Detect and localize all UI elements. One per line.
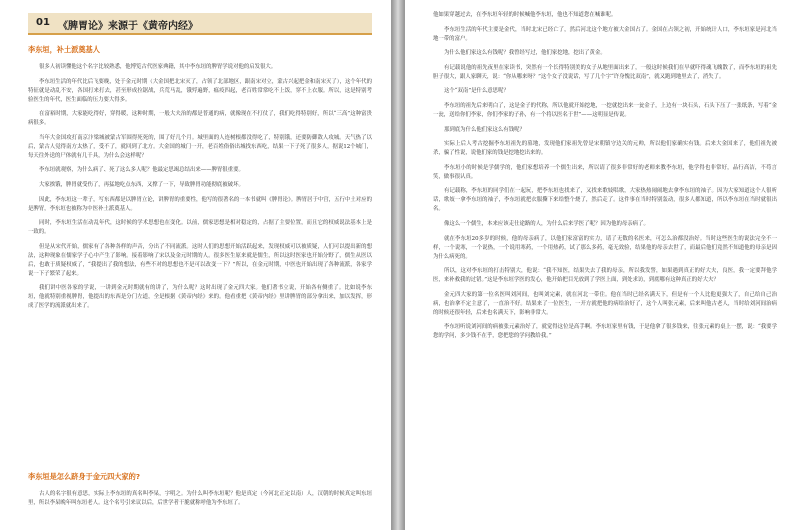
paragraph: 我们讲中医各家的学说，一讲到金元时期就有的讲了，为什么呢？这时出现了金元四大家。他们著书立说，开始各有侧重了。比如说李东垣，他就特别重视脾胃，他提出的东西是分门左道，全是根据《黄帝内经》来的。他看重把《黄帝内经》里讲脾胃的部分拿出来，加以发挥，形成了医学的流派就出来了。 (28, 285, 372, 310)
paragraph: 很多人初读懂他这个名字比较熟悉，他博览古代医家典籍，其中李东垣的脾胃学说对他的启发很大。 (39, 64, 277, 70)
paragraph: 金元四大家的第一位名医叫刘河间，也叫刘完素，就在河北一带住。他在当时已经名满天下，但是有一个人比他更强大了，自己给自己治病，也治拿不定主意了，一直治不好。结果来了一位医生，一开方就把他的病给治好了，这个人叫张元素，后来叫他古老人，当时给刘河间治病的时候还很年轻，后来也名满天下，影响非常大。 (433, 291, 777, 316)
paragraph: 李东垣的祖先后来明白了，这是金子的代称，所以他就开始挖地，一挖就挖出来一瓮金子，上边有一块石头，石头下压了一张纸条，写着“金一瓮，送给你们李家，你们李家的子孙，有一个将以医名于世”——这明显是传说。 (433, 102, 777, 118)
paragraph: 那到底为什么他们家这么有钱呢？ (444, 126, 525, 133)
paragraph: 李东垣听说刘河间的病被张元素治好了，就觉得这位是高手啊。李东垣家里有钱，于是他拿了很多钱来，往张元素的桌上一摆，说：“我要学您的学问，多少钱不在乎，您把您的学问教给我。” (433, 324, 777, 340)
paragraph: 但是从宋代开始，儒家有了各种各样的声音，分出了不同流派。这时人们的思想开始活跃起来，发现权威可以被质疑，人们可以提出新的想法，这种现象在儒家学子心中产生了影响。接着影响了宋以及金元时期的人。很多医生原来就是儒生，所以这时医家也开始分野了，儒生从医以后，也敢于质疑权威了，“我提出了我的想法，有些不对的思想也不是可以改变一下？”所以，在金元时期，中医也开始出现了各种流派，各家学说一下子繁荣了起来。 (28, 243, 372, 277)
paragraph: 当年大金国攻打南京汴梁城被蒙古军围得死死的，围了好几个月。城里面的人连树根都没得吃了，特别饿，还要防御敌人攻城。天气热了以后，蒙古人觉得南方太热了，受不了，就回到了北方。大金国的城门一开，老百姓俗俗出城找东西吃，结果一下子死了很多人，据说12个城门，每天往外送的尸体就有几千具，为什么会这样呢？ (28, 134, 372, 159)
book-gutter (392, 0, 404, 530)
paragraph: 像这么一个儒生，本来应该走仕途路的人，为什么后来学医了呢？因为他的母亲病了。 (444, 220, 649, 227)
chapter-header (28, 13, 372, 35)
chapter-number: 01 (36, 17, 50, 28)
paragraph: 为什么他们家这么有钱呢？我曾经写过，他们家挖地，挖出了黄金。 (444, 50, 606, 57)
page-body (433, 11, 777, 347)
paragraph: 在富裕时期，大家能吃得好，穿得暖，这种时期，一般大夫治的都是普通的病，就像现在不打仗了，我们吃得特别好，所以“三高”这种富贵病很多。 (28, 111, 372, 127)
paragraph: 大家挨饿，脾胃就受伤了，再猛地吃点东西，又撑了一下，导致脾胃功能彻底被破坏。 (39, 181, 244, 188)
paragraph: 就在李东垣20多岁的时候，他的母亲病了，以他们家富富的实力，请了无数的名医来，可怎么治都没治好。当时这些医生的说法完全不一样，一个说寒，一个说热，一个说用寒药，一个用热药，试了那么多药，毫无效验，结果他的母亲去世了，而最后他们竟然不知道他的母亲是因为什么病死的。 (433, 235, 777, 260)
left-page (0, 0, 392, 530)
paragraph: 同时，李东垣生活在动乱年代，这时候的学术思想也在变化。以前，儒家思想是相对稳定的，占据了主要位置，而且它的权威说法基本上是一致的。 (28, 220, 372, 236)
section-body (28, 63, 372, 317)
section-title: 李东垣是怎么跻身于金元四大家的? (28, 472, 140, 481)
paragraph: 实际上后人考古挖掘李东垣祖先的墓地，发现他们家祖先曾是宋朝镇守边关的元帅，所以他们家确实有钱。后来大金国来了，他们祖先被杀，骗了性说，说他们家的钱是挖地挖出来的。 (433, 141, 777, 157)
paragraph: 古人的名字很有意思，实际上李东垣的真名叫李杲，字明之。为什么叫李东垣呢？他是真定（今河北正定以南）人，汉朝的时候真定叫东垣里，所以李杲晚年叫东垣老人。这个名号引来议以后，后世学者干脆就称呼他为李东垣了。 (28, 491, 372, 506)
paragraph: 有记载说他的祖先夜里在家读书，突然有一个长得特别美的女子从地里面出来了，一般这时候我们在早就吓得魂飞魄散了，而李东垣的祖先胆子很大，跟人家聊天，说：“你从哪来呀？”这个女子没说话，写了几个字“许身愧比双南”，就又跑到地里去了，消失了。 (433, 64, 777, 80)
paragraph: 所以，这对李东垣的打击特别大，他说：“我不知医，结果失去了我的母亲，所以我发誓，如果遇到真正的好大夫，良医，我一定要拜他学医，来补救我的过错。”这是李东垣学医的发心，他开始把目光放到了学医上面，到处求访，到底哪有这种真正的好大夫？ (433, 268, 777, 284)
section-body (28, 490, 372, 514)
paragraph: 李东垣生活的年代主要是金代，当时北宋已经亡了，然后河北这个地方被大金国占了。金国在占领之初，开始统计人口，李东垣家是河北当地一带的富户。 (433, 26, 777, 42)
paragraph: 这个“双南”是什么意思呢？ (444, 88, 509, 95)
paragraph: 他如果穿越过去，在李东垣年轻的时候喊他李东垣，他也不知道您在喊谁呢。 (433, 12, 617, 18)
section-title: 李东垣，补土派奠基人 (28, 45, 100, 54)
paragraph: 有记载称，李东垣的同学们在一起玩，把李东垣也找来了，又找来歌妓唱歌，大家热热闹闹地去拿李东垣的袖子。因为大家知道这个人很听话，歌妓一拿李东垣的袖子，李东垣就把衣服撕下来给整个烧了，然后走了。这件事在当时特别轰动，很多人都知道，所以李东垣在当时就很出名。 (433, 188, 777, 213)
paragraph: 李东垣就观察，为什么病了、死了这么多人呢？他最定思竭总结出来——脾胃很重要。 (39, 167, 244, 174)
paragraph: 李东垣小的时候是学儒学的，他们家想培养一个儒生出来，所以请了很多非常好的老师来教李东垣，他学得也非常好，品行高洁，不苟言笑，做事很认真。 (433, 164, 777, 180)
paragraph: 李东垣生活的年代比后飞要晚，处于金元时期（大金国把北宋灭了，占领了北部地区，跟南宋对立，蒙古兴起把金和南宋灭了），这个年代的特征就是动乱不安，各国打来打去，甚至形成拉锯战，兵荒马乱，饿殍遍野，瘟疫四起，老百姓常常吃不上饭，穿不上衣服。所以，这是特别考验医生的年代，医生面临的压力要大得多。 (28, 78, 372, 103)
chapter-title: 《脾胃论》来源于《黄帝内经》 (58, 21, 198, 32)
right-page (404, 0, 796, 530)
paragraph: 因此，李东垣这一辈子，写东西都是以脾胃立论，讲脾胃的重要性，他写的很著名的一本书就叫《脾胃论》。脾胃居于中宫，五行中土对应的是脾胃，李东垣也被称为中医补土派奠基人。 (28, 196, 372, 212)
